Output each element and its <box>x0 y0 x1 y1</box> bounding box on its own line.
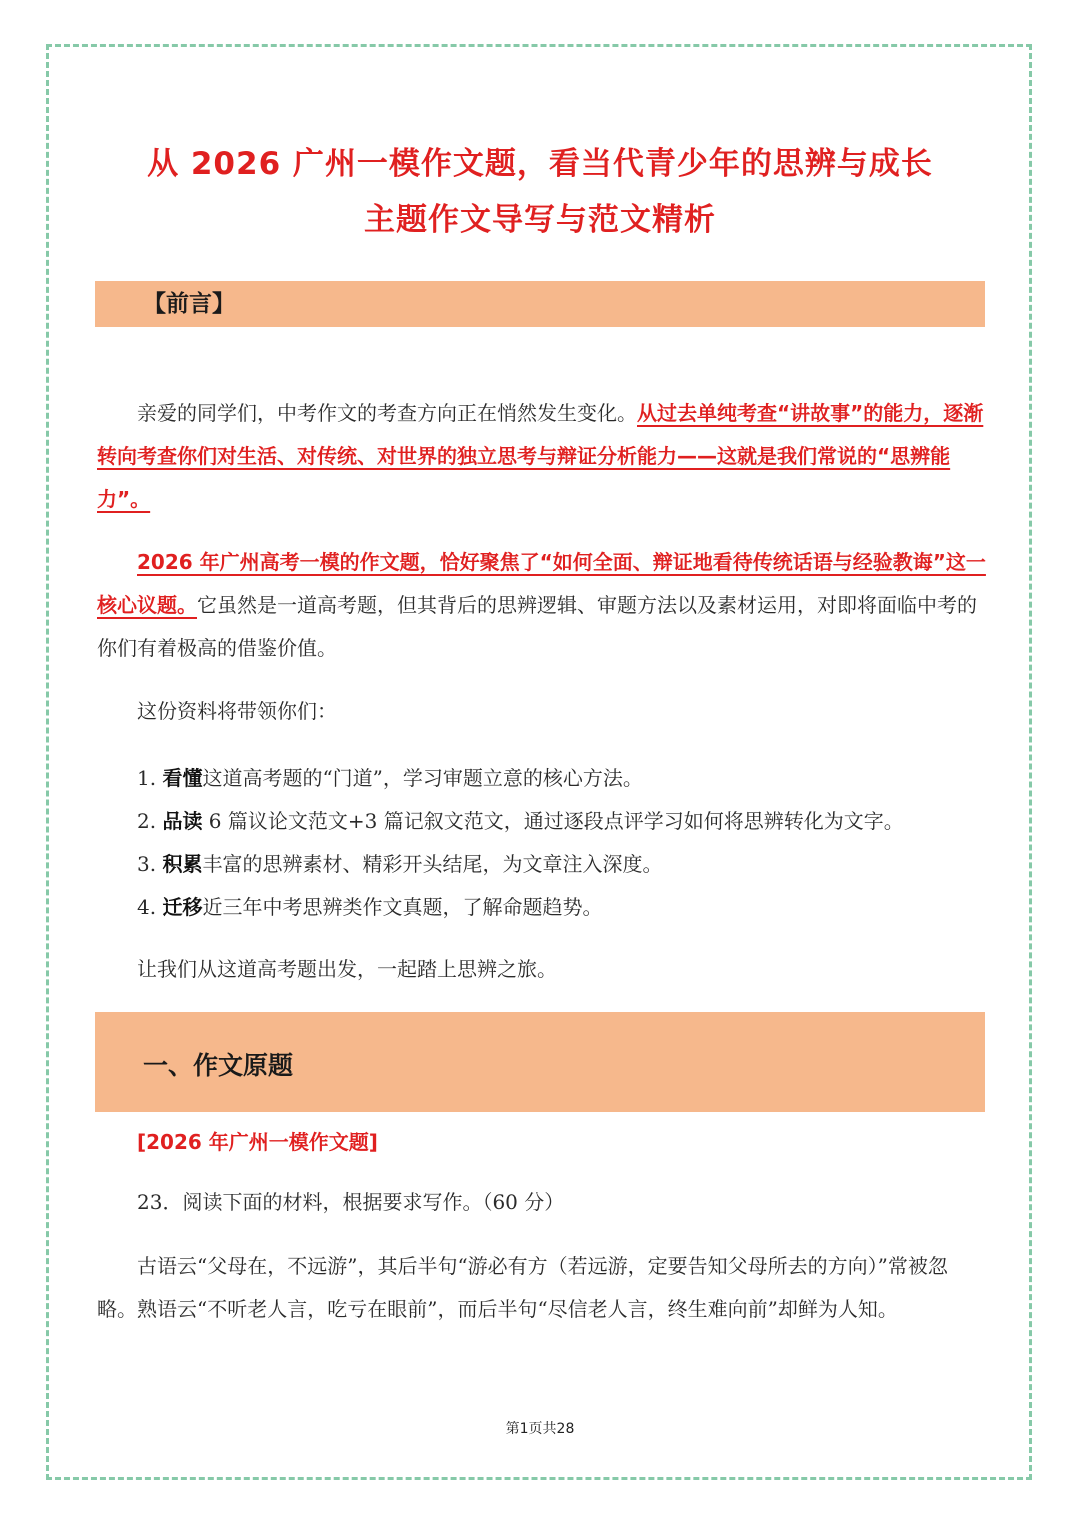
preface-heading: 【前言】 <box>143 291 235 317</box>
preface-paragraph-1 <box>97 392 987 521</box>
section1-header-band <box>95 1012 985 1112</box>
preface-p1-emphasis: 从过去单纯考查“讲故事”的能力，逐渐转向考查你们对生活、对传统、对世界的独立思考与辩证分析能力——这就是我们常说的“思辨能力”。 <box>97 401 984 511</box>
list-item: 1. 看懂这道高考题的“门道”，学习审题立意的核心方法。 <box>137 766 643 790</box>
page-number: 第1页共28 <box>505 1421 575 1437</box>
preface-paragraph-2 <box>97 541 987 670</box>
page-subtitle: 主题作文导写与范文精析 <box>364 202 716 238</box>
material-paragraph: 古语云“父母在，不远游”，其后半句“游必有方（若远游，定要告知父母所去的方向）”常被忽略。熟语云“不听老人言，吃亏在眼前”，而后半句“尽信老人言，终生难向前”却鲜为人知。 <box>97 1254 948 1321</box>
section1-heading: 一、作文原题 <box>143 1051 294 1080</box>
preface-closing: 让我们从这道高考题出发，一起踏上思辨之旅。 <box>137 957 557 981</box>
preface-header-band <box>95 281 985 327</box>
preface-list <box>137 757 987 929</box>
question-line: 23．阅读下面的材料，根据要求写作。（60 分） <box>137 1190 565 1214</box>
preface-p1-text: 亲爱的同学们，中考作文的考查方向正在悄然发生变化。 <box>137 401 637 425</box>
preface-paragraph-3: 这份资料将带领你们： <box>137 699 337 723</box>
preface-p2-emphasis: 2026 年广州高考一模的作文题，恰好聚焦了“如何全面、辩证地看待传统话语与经验教诲”这一核心议题。 <box>97 550 986 617</box>
section1-subheading: [2026 年广州一模作文题] <box>137 1130 378 1154</box>
list-item: 3. 积累丰富的思辨素材、精彩开头结尾，为文章注入深度。 <box>137 852 663 876</box>
preface-p2-text: 它虽然是一道高考题，但其背后的思辨逻辑、审题方法以及素材运用，对即将面临中考的你们有着极高的借鉴价值。 <box>97 593 977 660</box>
page-title: 从 2026 广州一模作文题，看当代青少年的思辨与成长 <box>147 146 933 182</box>
list-item: 2. 品读 6 篇议论文范文+3 篇记叙文范文，通过逐段点评学习如何将思辨转化为文字。 <box>137 809 904 833</box>
list-item: 4. 迁移近三年中考思辨类作文真题，了解命题趋势。 <box>137 895 603 919</box>
